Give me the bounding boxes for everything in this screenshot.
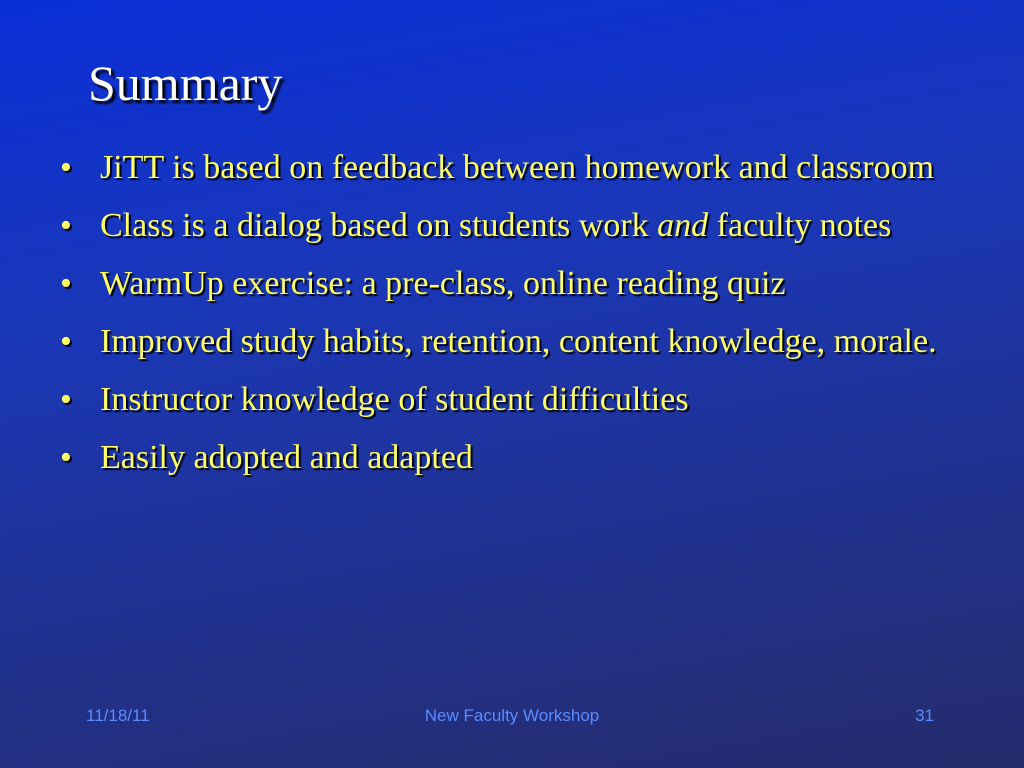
bullet-text-part: faculty notes bbox=[708, 207, 892, 244]
bullet-item bbox=[60, 146, 980, 190]
bullet-item bbox=[60, 262, 980, 306]
slide-number: 31 bbox=[915, 706, 934, 725]
bullet-marker: • bbox=[60, 381, 72, 418]
bullet-marker: • bbox=[60, 149, 72, 186]
bullet-item bbox=[60, 378, 980, 422]
bullet-text: Easily adopted and adapted bbox=[100, 439, 473, 476]
bullet-marker: • bbox=[60, 207, 72, 244]
bullet-item bbox=[60, 436, 980, 480]
slide-title: Summary bbox=[88, 55, 283, 111]
bullet-text: Improved study habits, retention, content knowledge, morale. bbox=[100, 323, 937, 360]
bullet-text: WarmUp exercise: a pre-class, online reading quiz bbox=[100, 265, 786, 302]
footer-date: 11/18/11 bbox=[86, 706, 150, 725]
footer-title: New Faculty Workshop bbox=[424, 706, 600, 725]
bullet-emphasis: and bbox=[657, 207, 709, 244]
bullet-text: JiTT is based on feedback between homework and classroom bbox=[100, 149, 935, 186]
bullet-list bbox=[60, 146, 980, 494]
bullet-marker: • bbox=[60, 323, 72, 360]
bullet-item bbox=[60, 320, 980, 364]
bullet-marker: • bbox=[60, 439, 72, 476]
bullet-item bbox=[60, 204, 980, 248]
bullet-marker: • bbox=[60, 265, 72, 302]
bullet-text-part: Class is a dialog based on students work bbox=[100, 207, 658, 244]
bullet-text bbox=[100, 207, 891, 244]
bullet-text: Instructor knowledge of student difficulties bbox=[100, 381, 689, 418]
